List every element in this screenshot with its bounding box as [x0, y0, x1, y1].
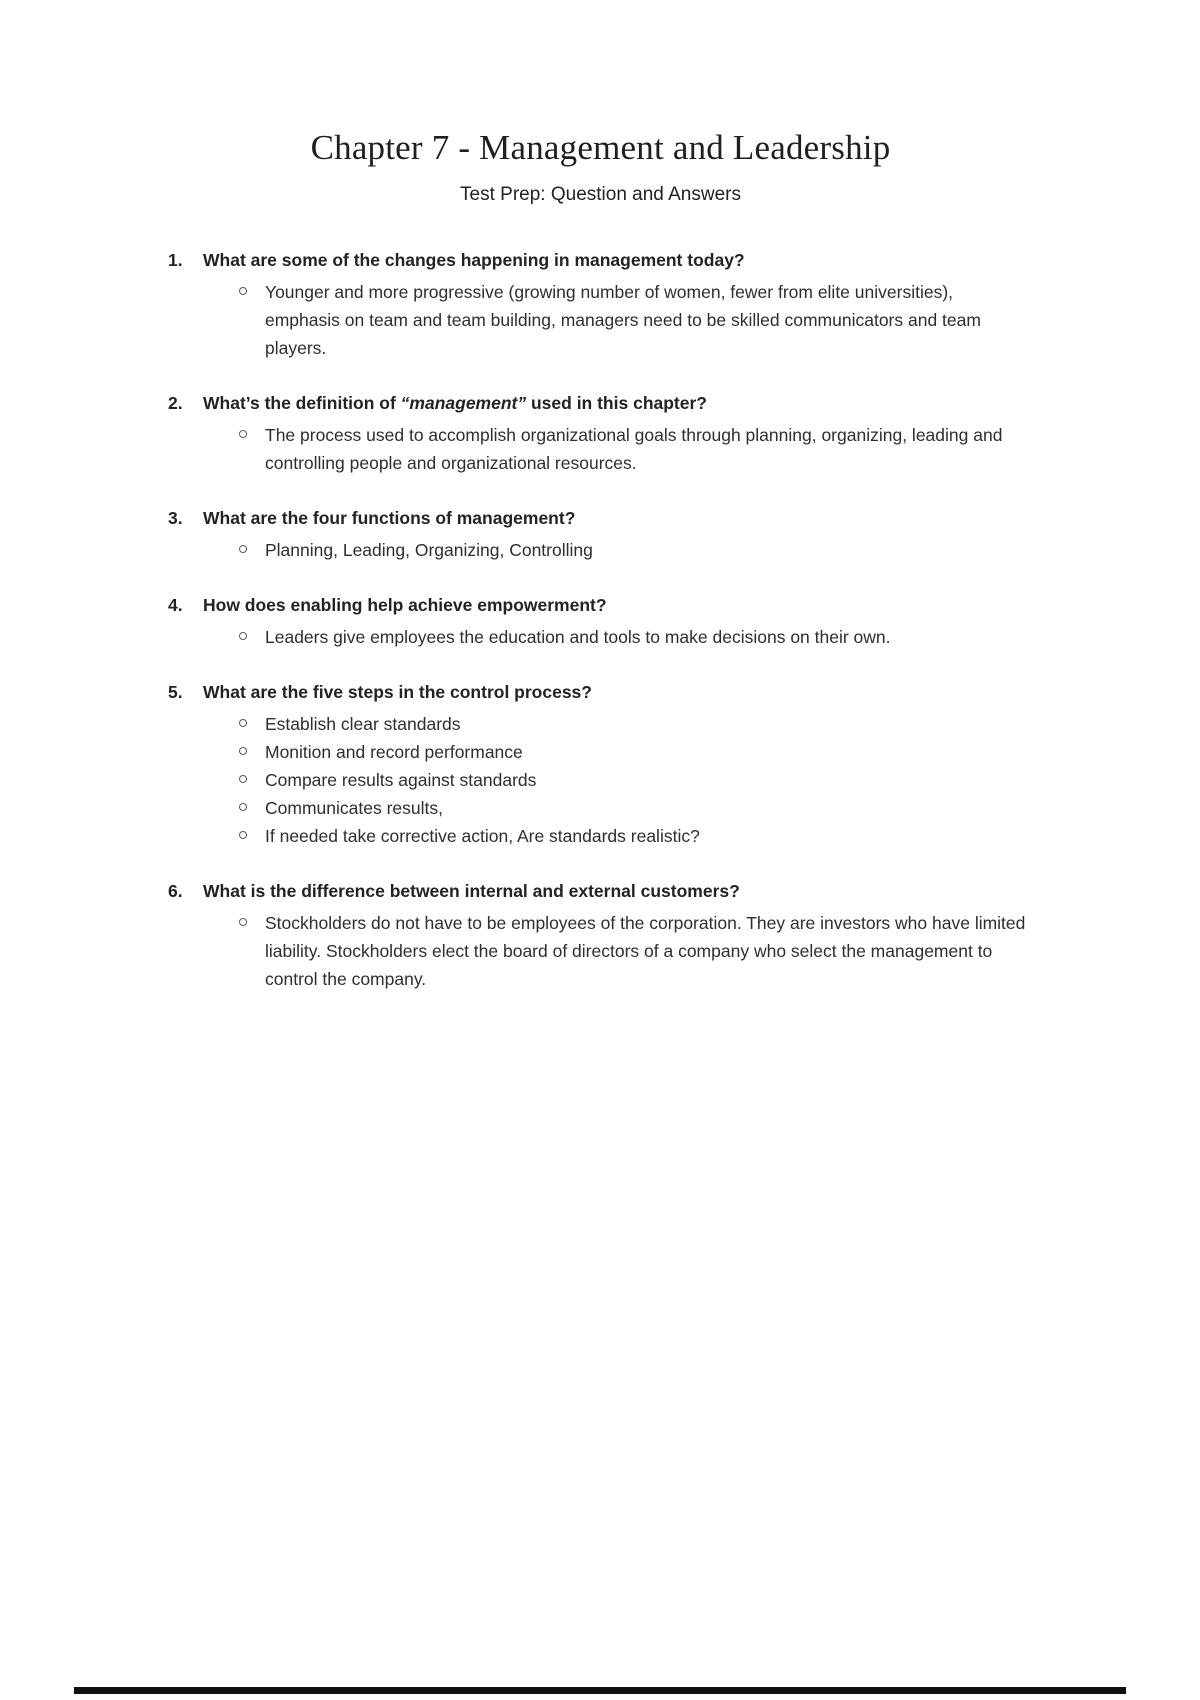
answer-text: Younger and more progressive (growing number of women, fewer from elite universities), emphasis on team and team building, managers need to be skilled communicators and team players.: [265, 282, 981, 358]
question-number: 2.: [168, 393, 183, 413]
question-heading: [168, 389, 1033, 417]
answer-item: [168, 822, 1033, 850]
answer-item: [168, 536, 1033, 564]
question-item: [168, 877, 1033, 993]
bullet-circle-icon: [239, 831, 247, 839]
answer-item: [168, 421, 1033, 477]
answer-item: [168, 623, 1033, 651]
answer-item: [168, 710, 1033, 738]
question-text: What are the four functions of management?: [203, 508, 576, 528]
answer-group: [168, 909, 1033, 993]
answer-text: Establish clear standards: [265, 714, 461, 734]
question-text: How does enabling help achieve empowerment?: [203, 595, 607, 615]
question-heading: [168, 504, 1033, 532]
question-list: [168, 246, 1033, 993]
page-subtitle: Test Prep: Question and Answers: [460, 184, 741, 205]
bullet-circle-icon: [239, 803, 247, 811]
question-text: [203, 389, 1033, 417]
answer-text: Communicates results,: [265, 798, 443, 818]
question-number: 6.: [168, 881, 183, 901]
question-heading: [168, 246, 1033, 274]
answer-text: Compare results against standards: [265, 770, 537, 790]
page-edge-divider: [74, 1687, 1126, 1694]
question-item: [168, 678, 1033, 850]
bullet-circle-icon: [239, 545, 247, 553]
question-heading: [168, 591, 1033, 619]
answer-group: [168, 536, 1033, 564]
question-number: 5.: [168, 682, 183, 702]
question-heading: [168, 877, 1033, 905]
answer-item: [168, 794, 1033, 822]
bullet-circle-icon: [239, 632, 247, 640]
question-item: [168, 246, 1033, 362]
answer-item: [168, 909, 1033, 993]
question-item: [168, 389, 1033, 477]
answer-group: [168, 421, 1033, 477]
question-text: What are some of the changes happening in management today?: [203, 250, 745, 270]
question-number: 4.: [168, 595, 183, 615]
question-number: 1.: [168, 250, 183, 270]
bullet-circle-icon: [239, 747, 247, 755]
page-title: Chapter 7 - Management and Leadership: [310, 128, 891, 167]
question-text-prefix: What’s the definition of: [203, 393, 401, 413]
bullet-circle-icon: [239, 918, 247, 926]
question-text-suffix: used in this chapter?: [526, 393, 707, 413]
question-item: [168, 504, 1033, 564]
bullet-circle-icon: [239, 430, 247, 438]
question-text: What are the five steps in the control process?: [203, 682, 592, 702]
question-text: What is the difference between internal and external customers?: [203, 881, 740, 901]
question-item: [168, 591, 1033, 651]
question-number: 3.: [168, 508, 183, 528]
answer-group: [168, 278, 1033, 362]
bullet-circle-icon: [239, 287, 247, 295]
answer-text: Stockholders do not have to be employees of the corporation. They are investors who have limited liability. Stockholders elect the board of directors of a company who select the management to control the company.: [265, 913, 1026, 989]
answer-text: Monition and record performance: [265, 742, 523, 762]
answer-item: [168, 738, 1033, 766]
answer-item: [168, 766, 1033, 794]
answer-group: [168, 623, 1033, 651]
bullet-circle-icon: [239, 719, 247, 727]
answer-text: Leaders give employees the education and tools to make decisions on their own.: [265, 627, 891, 647]
answer-text: Planning, Leading, Organizing, Controlling: [265, 540, 593, 560]
answer-group: [168, 710, 1033, 850]
question-text-emphasis: “management”: [400, 393, 527, 413]
answer-text: The process used to accomplish organizational goals through planning, organizing, leading and controlling people and organizational resources.: [265, 425, 1003, 473]
question-heading: [168, 678, 1033, 706]
answer-text: If needed take corrective action, Are standards realistic?: [265, 826, 700, 846]
bullet-circle-icon: [239, 775, 247, 783]
answer-item: [168, 278, 1033, 362]
